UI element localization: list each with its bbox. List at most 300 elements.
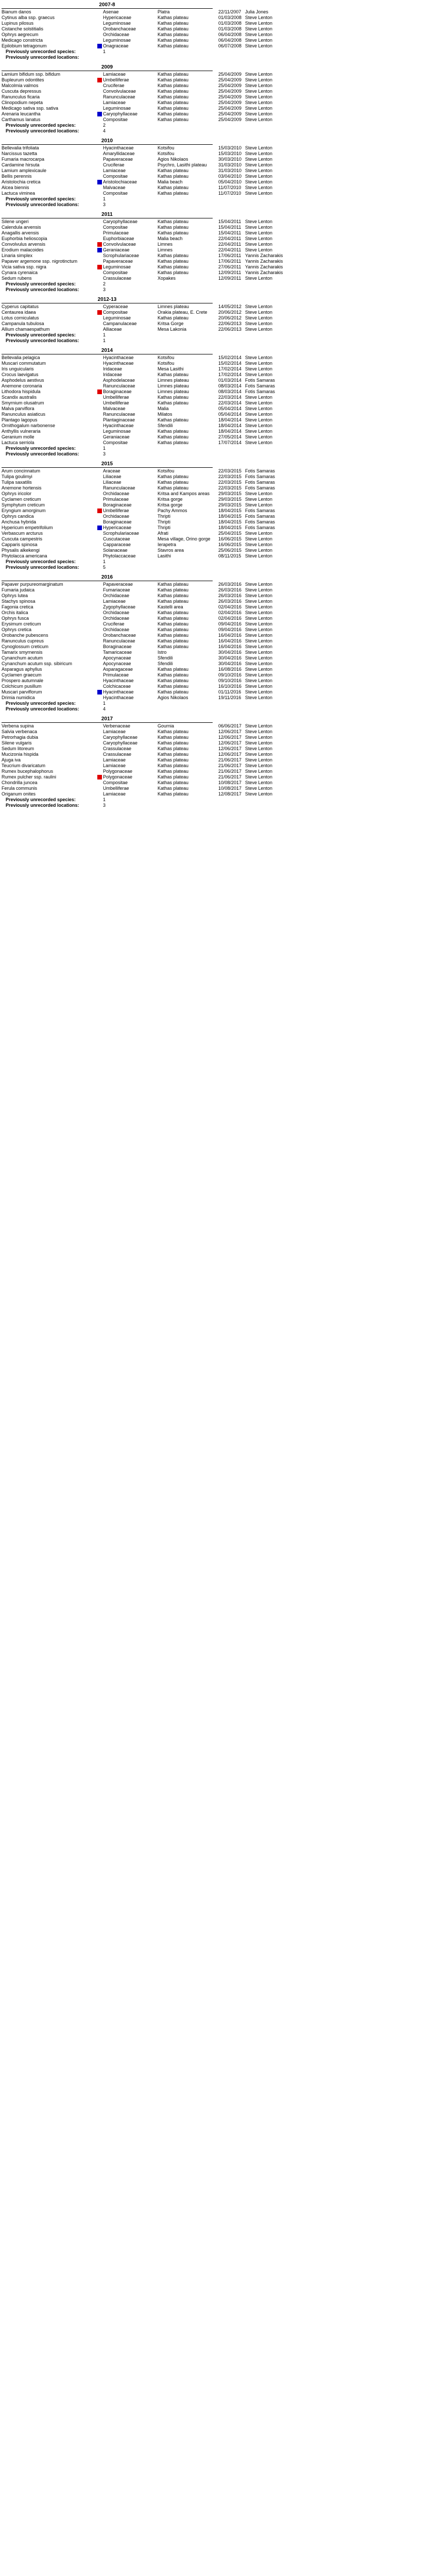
family-name: Hyacinthaceae [103,361,134,366]
observation-date: 25/04/2009 [218,117,242,122]
location: Kathas plateau [158,644,189,649]
family-name: Boraginaceae [103,644,132,649]
species-name: Tulipa goulimyi [2,474,32,479]
observation-date: 29/03/2015 [218,491,242,496]
year-heading: 2014 [2,348,213,354]
species-name: Aristolochia cretica [2,179,41,184]
observation-date: 22/06/2013 [218,327,242,332]
location: Kotsifou [158,151,175,156]
family-name: Scrophulariaceae [103,253,140,258]
observer: Steve Lenton [245,21,273,26]
species-name: Physalis alkekengi [2,548,40,553]
observation-date: 12/06/2017 [218,729,242,734]
location: Xopakes [158,276,176,281]
location: Kathas plateau [158,587,189,592]
observer: Steve Lenton [245,43,273,48]
family-name: Plantaginaceae [103,417,135,422]
status-marker [97,253,102,258]
family-name: Cruciferae [103,162,125,167]
unrecorded-species-count: 2 [103,281,106,286]
observer: Steve Lenton [245,15,273,20]
species-name: Medicago constricta [2,38,43,43]
observation-date: 08/11/2015 [218,553,241,558]
record-row [2,423,431,429]
species-name: Verbascum arcturus [2,531,43,536]
status-marker [97,639,102,643]
unrecorded-species-label: Previously unrecorded species: [6,123,76,128]
record-row [2,400,431,406]
family-name: Cyperaceae [103,304,128,309]
observer: Steve Lenton [245,621,273,626]
observation-date: 22/04/2011 [218,242,241,247]
species-name: Ranunculus cupreus [2,638,44,643]
record-row [2,94,431,100]
species-name: Euphorbia helioscopia [2,236,47,241]
location: Kathas plateau [158,599,189,604]
observer: Yannis Zacharakis [245,264,283,269]
observation-date: 22/06/2013 [218,321,242,326]
species-name: Geranium molle [2,434,34,439]
status-marker [97,616,102,621]
status-marker [97,310,102,315]
status-marker [97,185,102,190]
record-row [2,434,431,440]
location: Kathas plateau [158,763,189,768]
record-row [2,780,431,786]
unrecorded-locations-summary [2,706,431,712]
observer: Steve Lenton [245,191,273,196]
observer: Steve Lenton [245,168,273,173]
family-name: Compositae [103,310,128,315]
observer: Steve Lenton [245,94,273,99]
observer: Steve Lenton [245,729,273,734]
status-marker [97,531,102,536]
location: Kotsifou [158,145,175,150]
observer: Steve Lenton [245,735,273,740]
record-row [2,26,431,32]
observation-date: 10/08/2017 [218,786,242,791]
unrecorded-locations-label: Previously unrecorded locations: [6,565,79,570]
year-section [2,64,431,138]
observation-date: 12/06/2017 [218,746,242,751]
status-marker [97,321,102,326]
record-row [2,117,431,123]
species-name: Erodium malacoides [2,247,44,252]
location: Kathas plateau [158,89,189,94]
location: Kotsifou [158,468,175,473]
observer: Steve Lenton [245,650,273,655]
location: Kathas plateau [158,174,189,179]
location: Kathas plateau [158,219,189,224]
species-name: Muscari parviflorum [2,689,42,694]
status-marker [97,769,102,774]
family-name: Lamiaceae [103,763,126,768]
species-name: Tulipa saxatilis [2,480,32,485]
observation-date: 18/04/2014 [218,423,242,428]
observer: Fotis Samaras [245,508,275,513]
location: Kathas plateau [158,678,189,683]
family-name: Orobanchaceae [103,633,136,638]
observation-date: 20/06/2012 [218,315,242,320]
status-marker [97,775,102,779]
observation-date: 16/08/2016 [218,667,242,672]
observer: Steve Lenton [245,242,273,247]
record-row [2,440,431,446]
record-row [2,593,431,599]
unrecorded-species-label: Previously unrecorded species: [6,49,76,54]
family-name: Crassulaceae [103,276,132,281]
family-name: Amaryllidaceae [103,151,135,156]
species-name: Cynanchum acutum [2,655,43,660]
observer: Steve Lenton [245,655,273,660]
unrecorded-locations-label: Previously unrecorded locations: [6,128,79,133]
observation-date: 06/06/2017 [218,723,242,728]
record-row [2,678,431,684]
location: Kathas plateau [158,395,189,400]
location: Kathas plateau [158,100,189,105]
unrecorded-locations-summary [2,55,431,60]
observation-date: 10/08/2017 [218,780,242,785]
family-name: Umbelliferae [103,508,129,513]
record-row [2,616,431,621]
record-row [2,672,431,678]
record-row [2,259,431,264]
status-marker [97,594,102,598]
status-marker [97,469,102,473]
family-name: Ranunculaceae [103,485,135,490]
record-row [2,242,431,247]
location: Kathas plateau [158,434,189,439]
observation-date: 11/07/2010 [218,185,241,190]
status-marker [97,480,102,485]
location: Kathas plateau [158,667,189,672]
status-marker [97,673,102,677]
record-row [2,89,431,94]
species-name: Carthamus lanatus [2,117,41,122]
location: Kathas plateau [158,225,189,230]
observer: Fotis Samaras [245,383,275,388]
observer: Steve Lenton [245,89,273,94]
location: Malia beach [158,179,183,184]
status-marker [97,106,102,111]
location: Limnes plateau [158,378,189,383]
location: Psychro, Lasithi plateau [158,162,207,167]
family-name: Apocynaceae [103,661,131,666]
species-name: Hypericum empetrifolium [2,525,53,530]
family-name: Ranunculaceae [103,638,135,643]
species-name: Cynanchum acutum ssp. sibiricum [2,661,73,666]
location: Malia beach [158,236,183,241]
family-name: Primulaceae [103,497,129,502]
record-row [2,355,431,361]
family-name: Lamiaceae [103,72,126,77]
observer: Steve Lenton [245,429,273,434]
observation-date: 17/06/2011 [218,253,241,258]
record-row [2,145,431,151]
family-name: Crassulaceae [103,746,132,751]
species-name: Plantago lagopus [2,417,38,422]
record-row [2,627,431,633]
family-name: Convolvulaceae [103,89,136,94]
family-name: Geraniaceae [103,247,130,252]
species-name: Ophrys fusca [2,616,29,621]
observation-date: 02/04/2016 [218,610,242,615]
status-marker [97,406,102,411]
status-marker [97,83,102,88]
observation-date: 25/04/2009 [218,77,242,82]
status-marker [97,236,102,241]
family-name: Primulaceae [103,230,129,235]
record-row [2,757,431,763]
location: Pachy Ammos [158,508,187,513]
species-name: Petrorhagia dubia [2,735,39,740]
status-marker [97,10,102,14]
observer: Steve Lenton [245,174,273,179]
observer: Steve Lenton [245,672,273,677]
species-name: Medicago sativa ssp. sativa [2,106,59,111]
observer: Steve Lenton [245,644,273,649]
family-name: Liliaceae [103,480,122,485]
observer: Steve Lenton [245,786,273,791]
observer: Steve Lenton [245,151,273,156]
observation-date: 25/06/2015 [218,548,242,553]
location: Sfendili [158,655,173,660]
observer: Steve Lenton [245,179,273,184]
status-marker [97,611,102,615]
observation-date: 25/04/2015 [218,531,242,536]
record-row [2,621,431,627]
status-marker [97,231,102,235]
unrecorded-species-summary [2,196,431,202]
family-name: Orchidaceae [103,491,130,496]
record-row [2,162,431,168]
status-marker [97,401,102,405]
family-name: Orchidaceae [103,610,130,615]
observer: Steve Lenton [245,361,273,366]
record-row [2,219,431,225]
species-name: Erysimum creticum [2,621,41,626]
family-name: Polygonaceae [103,774,133,779]
year-heading: 2012-13 [2,297,213,303]
observation-date: 22/03/2014 [218,400,242,405]
record-row [2,236,431,242]
observation-date: 11/07/2010 [218,191,241,196]
location: Malia [158,406,169,411]
record-row [2,599,431,604]
location: Sfendili [158,661,173,666]
species-name: Ranunculus ficaria [2,94,40,99]
year-heading: 2011 [2,212,213,218]
record-row [2,406,431,412]
observation-date: 06/04/2008 [218,32,242,37]
unrecorded-locations-count: 3 [103,803,106,808]
family-name: Iridaceae [103,366,123,371]
species-name: Anthyllis vulneraria [2,429,41,434]
species-name: Fumaria macrocarpa [2,157,45,162]
record-row [2,491,431,497]
family-name: Hyacinthaceae [103,678,134,683]
observation-date: 01/03/2014 [218,378,242,383]
family-name: Asenae [103,9,119,14]
location: Kathas plateau [158,593,189,598]
family-name: Boraginaceae [103,502,132,507]
species-name: Centaurea idaea [2,310,36,315]
location: Kathas plateau [158,582,189,587]
unrecorded-locations-label: Previously unrecorded locations: [6,338,79,343]
location: Agios Nikolaos [158,695,188,700]
family-name: Hyacinthaceae [103,355,134,360]
species-name: Ophrys iricolor [2,491,32,496]
observation-date: 16/04/2016 [218,644,242,649]
observation-date: 30/04/2016 [218,661,242,666]
location: Milatos [158,412,172,417]
observer: Steve Lenton [245,145,273,150]
family-name: Orchidaceae [103,32,130,37]
species-name: Bupleurum odontites [2,77,44,82]
family-name: Compositae [103,440,128,445]
family-name: Boraginaceae [103,519,132,524]
status-marker [97,679,102,683]
observer: Fotis Samaras [245,468,275,473]
location: Kathas plateau [158,633,189,638]
status-marker [97,503,102,507]
record-row [2,650,431,655]
status-marker [97,781,102,785]
family-name: Papaveraceae [103,157,133,162]
family-name: Ranunculaceae [103,412,135,417]
year-heading: 2015 [2,461,213,468]
family-name: Capparaceae [103,542,131,547]
observation-date: 18/04/2015 [218,519,242,524]
species-name: Lotus corniculatus [2,315,39,320]
observer: Steve Lenton [245,100,273,105]
observer: Steve Lenton [245,604,273,609]
status-marker [97,605,102,609]
observation-date: 27/06/2011 [218,264,241,269]
species-name: Ornithogalum narbonense [2,423,56,428]
family-name: Umbelliferae [103,395,129,400]
location: Kathas plateau [158,72,189,77]
location: Kathas plateau [158,429,189,434]
year-section [2,461,431,574]
observation-date: 12/08/2017 [218,791,242,796]
family-name: Cuscutaceae [103,536,130,541]
status-marker [97,486,102,490]
observer: Fotis Samaras [245,525,275,530]
observation-date: 15/02/2014 [218,355,242,360]
location: Kathas plateau [158,672,189,677]
record-row [2,100,431,106]
status-marker [97,752,102,757]
status-marker [97,758,102,762]
species-name: Salvia verbenaca [2,729,38,734]
species-name: Papaver purpureomarginatum [2,582,63,587]
observation-date: 08/03/2014 [218,383,242,388]
species-name: Cyclamen graecum [2,672,42,677]
family-name: Asphodelaceae [103,378,135,383]
observer: Steve Lenton [245,106,273,111]
family-name: Colchicaceae [103,684,131,689]
species-name: Prospero autumnale [2,678,44,683]
status-marker [97,548,102,553]
observer: Steve Lenton [245,661,273,666]
observer: Steve Lenton [245,77,273,82]
family-name: Caryophyllaceae [103,740,138,745]
observer: Steve Lenton [245,310,273,315]
status-marker [97,588,102,592]
location: Kathas plateau [158,83,189,88]
family-name: Lamiaceae [103,791,126,796]
family-name: Apocynaceae [103,655,131,660]
family-name: Hyacinthaceae [103,423,134,428]
status-marker [97,741,102,745]
observer: Steve Lenton [245,542,273,547]
species-name: Calendula arvensis [2,225,41,230]
observation-date: 12/06/2017 [218,740,242,745]
record-row [2,247,431,253]
location: Limnes [158,242,173,247]
status-marker [97,372,102,377]
status-marker [97,316,102,320]
location: Kathas plateau [158,372,189,377]
status-marker [97,690,102,694]
observer: Steve Lenton [245,553,273,558]
unrecorded-species-count: 2 [103,123,106,128]
observer: Steve Lenton [245,497,273,502]
observation-date: 26/03/2016 [218,587,242,592]
species-name: Malva parviflora [2,406,34,411]
unrecorded-species-count: 1 [103,196,106,201]
family-name: Ranunculaceae [103,383,135,388]
record-row [2,587,431,593]
species-name: Tamarix smyrnensis [2,650,43,655]
species-name: Lamium bifidum ssp. bifidum [2,72,61,77]
family-name: Verbenaceae [103,723,131,728]
unrecorded-species-summary [2,701,431,706]
location: Kathas plateau [158,43,189,48]
location: Kathas plateau [158,485,189,490]
species-name: Allium chamaespathum [2,327,50,332]
observation-date: 31/03/2010 [218,168,242,173]
unrecorded-locations-count: 5 [103,565,106,570]
observation-date: 22/04/2011 [218,247,241,252]
unrecorded-locations-count: 3 [103,202,106,207]
observer: Steve Lenton [245,83,273,88]
unrecorded-species-summary [2,281,431,287]
species-name: Orchis italica [2,610,28,615]
family-name: Orchidaceae [103,593,130,598]
family-name: Compositae [103,191,128,196]
species-name: Lupinus pilosus [2,21,34,26]
observer: Steve Lenton [245,593,273,598]
observer: Steve Lenton [245,667,273,672]
observation-date: 05/04/2010 [218,179,242,184]
status-marker [97,792,102,796]
status-marker [97,355,102,360]
unrecorded-locations-count: 4 [103,128,106,133]
family-name: Lamiaceae [103,599,126,604]
observer: Steve Lenton [245,752,273,757]
status-marker [97,514,102,519]
record-row [2,667,431,672]
record-row [2,774,431,780]
species-name: Eryngium amorginum [2,508,46,513]
observer: Steve Lenton [245,627,273,632]
family-name: Scrophulariaceae [103,531,140,536]
observation-date: 22/11/2007 [218,9,241,14]
observer: Steve Lenton [245,531,273,536]
unrecorded-locations-summary [2,803,431,808]
